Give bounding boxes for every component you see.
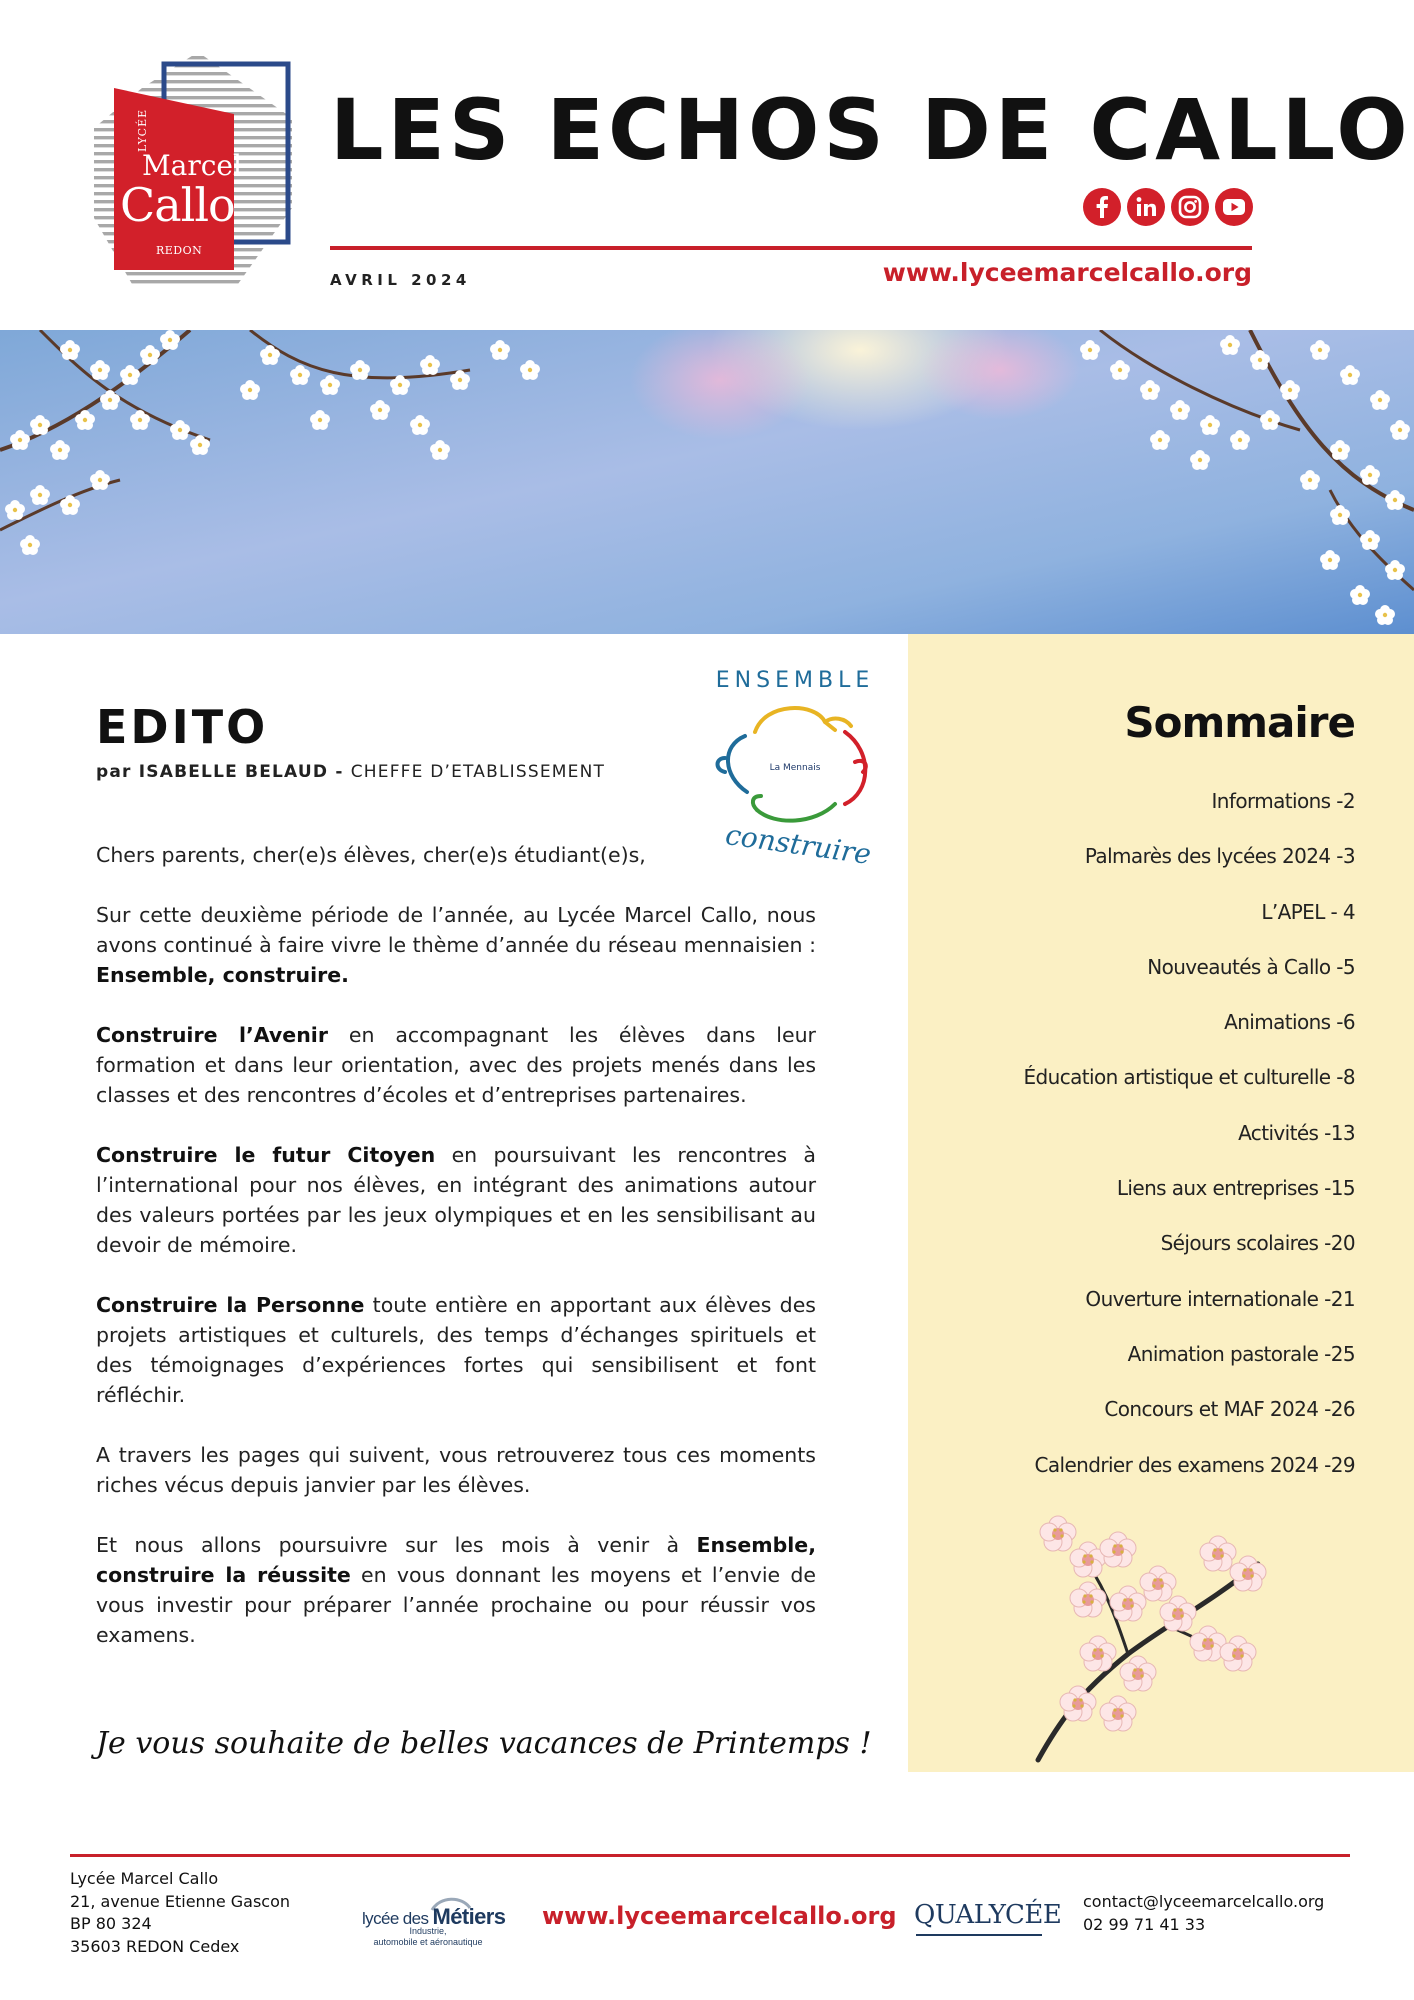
logo-city: REDON bbox=[156, 244, 203, 257]
logo-line1: Marcel bbox=[142, 149, 242, 182]
linkedin-icon[interactable] bbox=[1127, 188, 1165, 226]
instagram-icon[interactable] bbox=[1171, 188, 1209, 226]
contact-phone[interactable]: 02 99 71 41 33 bbox=[1083, 1914, 1206, 1934]
youtube-icon[interactable] bbox=[1215, 188, 1253, 226]
byline-author: ISABELLE BELAUD bbox=[138, 762, 329, 782]
ensemble-word: ENSEMBLE bbox=[715, 668, 875, 693]
contact-email[interactable]: contact@lyceemarcelcallo.org bbox=[1083, 1892, 1325, 1911]
facebook-icon[interactable] bbox=[1083, 188, 1121, 226]
footer-divider bbox=[70, 1854, 1350, 1857]
header-website-link[interactable]: www.lyceemarcelcallo.org bbox=[882, 258, 1252, 287]
cherry-blossom-banner bbox=[0, 330, 1414, 634]
logo-line2: Callo bbox=[120, 178, 235, 232]
social-links bbox=[1083, 188, 1253, 228]
construire-script: construire bbox=[723, 817, 874, 872]
edito-paragraph-6: Et nous allons poursuivre sur les mois à venir à Ensemble, construire la réussite en vous donnant les moyens et l’envie de vous investir pour préparer l’année prochaine ou pour réussir vos examens. bbox=[96, 1533, 816, 1647]
metiers-label-a: lycée des bbox=[362, 1909, 433, 1928]
edito-salutation: Chers parents, cher(e)s élèves, cher(e)s étudiant(e)s, bbox=[96, 843, 646, 867]
toc-item[interactable]: Nouveautés à Callo -5 bbox=[1147, 954, 1355, 979]
toc-item[interactable]: Calendrier des examens 2024 -29 bbox=[1034, 1452, 1355, 1477]
lycee-marcel-callo-logo bbox=[92, 48, 304, 292]
issue-date: AVRIL 2024 bbox=[330, 271, 471, 289]
toc-item[interactable]: Informations -2 bbox=[1211, 789, 1355, 813]
hands-circle-icon bbox=[705, 692, 885, 832]
toc-list bbox=[935, 786, 1355, 1505]
byline-role: CHEFFE D’ETABLISSEMENT bbox=[350, 762, 606, 782]
byline-separator: - bbox=[328, 762, 351, 782]
qualycee-underline bbox=[916, 1934, 1042, 1936]
qualycee-logo: QUALYCÉE bbox=[914, 1900, 1062, 1930]
toc-item[interactable]: Séjours scolaires -20 bbox=[1160, 1231, 1355, 1256]
edito-paragraph-2: Construire l’Avenir en accompagnant les élèves dans leur formation et dans leur orientation, avec des projets menés dans les classes et des rencontres d’écoles et d’entreprises partenaires. bbox=[96, 1023, 816, 1107]
edito-paragraph-3: Construire le futur Citoyen en poursuivant les rencontres à l’international pour nos élèves, en intégrant des animations autour des valeurs portées par les jeux olympiques et en les sensibilisant au devoir de mémoire. bbox=[96, 1143, 816, 1257]
table-of-contents-panel bbox=[908, 634, 1414, 1772]
toc-item[interactable]: Liens aux entreprises -15 bbox=[1116, 1176, 1355, 1201]
ensemble-center-label: La Mennais bbox=[769, 763, 821, 773]
address-line: 35603 REDON Cedex bbox=[70, 1936, 240, 1956]
edito-byline bbox=[96, 762, 605, 782]
header-divider bbox=[330, 246, 1252, 250]
metiers-sub-1: Industrie, bbox=[409, 1926, 447, 1936]
footer-contact bbox=[1083, 1891, 1324, 1936]
edito-paragraph-1: Sur cette deuxième période de l’année, au Lycée Marcel Callo, nous avons continué à faire vivre le thème d’année du réseau mennaisien : Ensemble, construire. bbox=[96, 903, 816, 987]
edito-paragraph-5: A travers les pages qui suivent, vous retrouverez tous ces moments riches vécus depuis janvier par les élèves. bbox=[96, 1443, 816, 1497]
edito-signoff: Je vous souhaite de belles vacances de Printemps ! bbox=[96, 1726, 872, 1761]
address-line: 21, avenue Etienne Gascon bbox=[70, 1891, 291, 1911]
edito-body bbox=[96, 840, 816, 1680]
toc-item[interactable]: Animations -6 bbox=[1224, 1010, 1355, 1035]
footer-website-link[interactable]: www.lyceemarcelcallo.org bbox=[542, 1902, 897, 1930]
toc-item[interactable]: Éducation artistique et culturelle -8 bbox=[1023, 1065, 1355, 1090]
footer-address bbox=[70, 1868, 290, 1958]
toc-item[interactable]: Palmarès des lycées 2024 -3 bbox=[1084, 844, 1355, 869]
toc-item[interactable]: Animation pastorale -25 bbox=[1127, 1341, 1355, 1366]
edito-heading: EDITO bbox=[96, 700, 269, 754]
newsletter-title: LES ECHOS DE CALLO bbox=[330, 81, 1412, 179]
edito-paragraph-4: Construire la Personne toute entière en apportant aux élèves des projets artistiques et culturels, des temps d’échanges spirituels et des témoignages d’expériences fortes qui sensibilisent et font réfléchir. bbox=[96, 1293, 816, 1407]
logo-lycee-label: LYCÉE bbox=[136, 108, 149, 152]
lycee-des-metiers-logo bbox=[352, 1896, 506, 1952]
metiers-sub-2: automobile et aéronautique bbox=[373, 1937, 483, 1947]
toc-item[interactable]: Activités -13 bbox=[1238, 1120, 1355, 1145]
sommaire-heading: Sommaire bbox=[1124, 698, 1355, 747]
toc-item[interactable]: Ouverture internationale -21 bbox=[1085, 1286, 1355, 1311]
address-line: Lycée Marcel Callo bbox=[70, 1869, 219, 1888]
toc-item[interactable]: Concours et MAF 2024 -26 bbox=[1104, 1397, 1355, 1422]
address-line: BP 80 324 bbox=[70, 1914, 152, 1933]
toc-item[interactable]: L’APEL - 4 bbox=[1261, 899, 1355, 924]
blossom-branch-icon bbox=[1018, 1504, 1278, 1766]
byline-prefix: par bbox=[96, 762, 139, 782]
metiers-label-b: Métiers bbox=[432, 1904, 506, 1929]
